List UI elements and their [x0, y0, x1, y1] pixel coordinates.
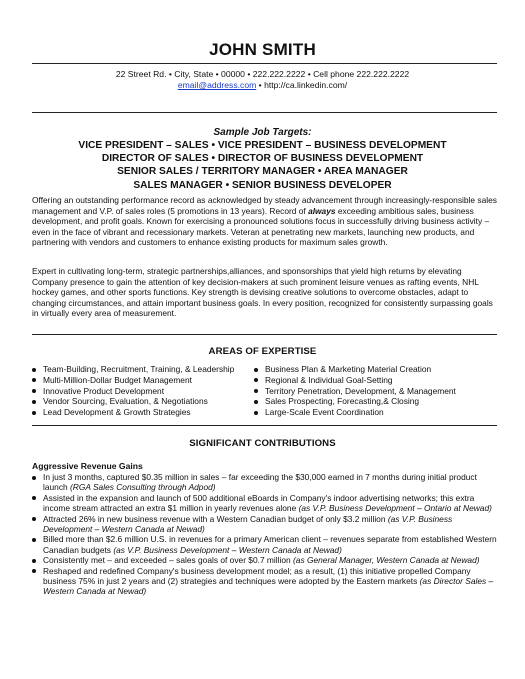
list-item: Team-Building, Recruitment, Training, & Leadership — [32, 364, 252, 375]
expertise-left-list — [32, 364, 252, 418]
job-target-line: SENIOR SALES / TERRITORY MANAGER • AREA MANAGER — [117, 166, 408, 178]
contributions-heading: SIGNIFICANT CONTRIBUTIONS — [189, 438, 336, 449]
list-item: Sales Prospecting, Forecasting,& Closing — [254, 396, 497, 407]
emphasis-always: always — [308, 205, 336, 216]
job-targets — [0, 126, 525, 192]
candidate-name: JOHN SMITH — [209, 40, 316, 59]
list-item: Consistently met – and exceeded – sales goals of over $0.7 million (as General Manager, Western Canada at Newad) — [32, 555, 500, 565]
list-item: Billed more than $2.6 million U.S. in revenues for a primary American client – revenues separate from established Western Canadian budgets (as V.P. Business Development – Western Canada at Newad) — [32, 534, 500, 555]
contact-line: 22 Street Rd. • City, State • 00000 • 222.222.2222 • Cell phone 222.222.2222 — [115, 69, 410, 79]
header-divider — [32, 63, 497, 64]
job-target-line: VICE PRESIDENT – SALES • VICE PRESIDENT – BUSINESS DEVELOPMENT — [78, 140, 447, 151]
email-link[interactable]: email@address.com — [177, 80, 257, 90]
expertise-top-divider — [32, 334, 497, 335]
job-targets-lead: Sample Job Targets: — [213, 127, 312, 138]
job-target-line: DIRECTOR OF SALES • DIRECTOR OF BUSINESS DEVELOPMENT — [101, 153, 424, 165]
list-item: Business Plan & Marketing Material Creation — [254, 364, 497, 375]
list-item: In just 3 months, captured $0.35 million in sales – far exceeding the $30,000 earned in 7 months during initial product launch (RGA Sales Consulting through Adpod) — [32, 472, 500, 493]
list-item: Lead Development & Growth Strategies — [32, 407, 252, 418]
linkedin-text: • http://ca.linkedin.com/ — [256, 80, 348, 90]
list-item: Assisted in the expansion and launch of 500 additional eBoards in Company's indoor advertising networks; this extra income stream attracted an extra $1 million in yearly revenues alone (as V.P. Business Development – Ontario at Newad) — [32, 493, 500, 514]
list-item: Territory Penetration, Development, & Management — [254, 386, 497, 397]
expertise-heading: AREAS OF EXPERTISE — [208, 346, 317, 357]
list-item: Reshaped and redefined Company's business development model; as a result, (1) this initiative propelled Company business 75% in just 2 years and (2) strategies and techniques were adopted by the Eastern markets (as Director Sales – Western Canada at Newad) — [32, 566, 500, 597]
online-contacts — [0, 80, 525, 91]
list-item: Attracted 26% in new business revenue with a Western Canadian budget of only $3.2 million (as V.P. Business Development – Western Canada at Newad) — [32, 514, 500, 535]
contributions-top-divider — [32, 425, 497, 426]
job-target-line: SALES MANAGER • SENIOR BUSINESS DEVELOPER — [133, 179, 392, 191]
contributions-list — [32, 472, 500, 597]
expertise-right-list — [254, 364, 497, 418]
contact-block — [0, 69, 525, 91]
contributions-subheading: Aggressive Revenue Gains — [32, 461, 143, 471]
list-item: Multi-Million-Dollar Budget Management — [32, 375, 252, 386]
list-item: Innovative Product Development — [32, 386, 252, 397]
list-item: Vendor Sourcing, Evaluation, & Negotiations — [32, 396, 252, 407]
list-item: Large-Scale Event Coordination — [254, 407, 497, 418]
targets-top-divider — [32, 112, 497, 113]
summary-paragraph-1: Offering an outstanding performance record as acknowledged by steady advancement through increasingly-responsible sales management and V.P. of sales roles (5 promotions in 13 years). Record of always exceeding ambitious sales, business development, and profit goals. Known for exercising a pronounced solutions focus in successfully driving business activity – even in the face of vibrant and recessionary markets. Veteran at penetrating new markets, launching new products, and partnering with vendors and customers to enhance existing products for maximum sales growth. — [32, 195, 497, 248]
list-item: Regional & Individual Goal-Setting — [254, 375, 497, 386]
summary-paragraph-2: Expert in cultivating long-term, strategic partnerships,alliances, and sponsorships that yield high returns by elevating Company presence to gain the attention of key decision-makers at such prominent leisure venues as rafting events, NHL hockey games, and other sports functions. Key strength is devising creative solutions to overcome obstacles, adapt to changing circumstances, and attain important business goals. In every position, recognized for consistently surpassing goals in virtually every area of measurement. — [32, 266, 493, 319]
